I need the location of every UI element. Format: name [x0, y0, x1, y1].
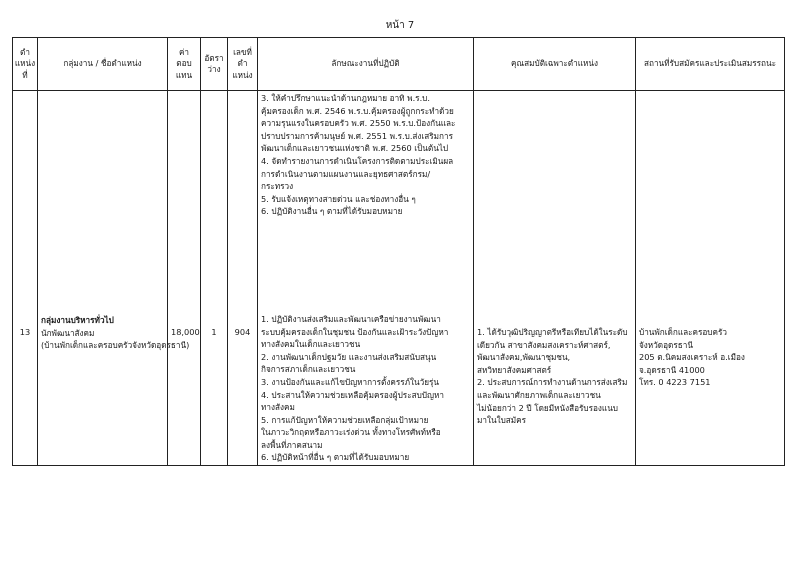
position-unit: (บ้านพักเด็กและครอบครัวจังหวัดอุดรธานี)	[41, 340, 190, 351]
location-line: จ.อุดรธานี 41000	[639, 364, 705, 375]
qualification-line: 2. ประสบการณ์การทำงานด้านการส่งเสริม	[477, 377, 628, 388]
header-application-location: สถานที่รับสมัครและประเมินสมรรถนะ	[636, 38, 785, 91]
header-duties: ลักษณะงานที่ปฏิบัติ	[258, 38, 474, 91]
table-row	[13, 91, 785, 466]
header-qualifications: คุณสมบัติเฉพาะตำแหน่ง	[474, 38, 636, 91]
location-line: โทร. 0 4223 7151	[639, 377, 711, 388]
salary: 18,000	[171, 327, 200, 337]
qualification-line: เดียวกัน สาขาสังคมสงเคราะห์ศาสตร์,	[477, 339, 611, 350]
header-salary: ค่า ตอบ แทน	[168, 38, 201, 91]
location-cell	[636, 91, 785, 466]
header-group-position: กลุ่มงาน / ชื่อตำแหน่ง	[38, 38, 168, 91]
duty-line: 3. ให้คำปรึกษาแนะนำด้านกฎหมาย อาทิ พ.ร.บ.	[261, 93, 430, 103]
header-row	[13, 38, 785, 91]
location-line: บ้านพักเด็กและครอบครัว	[639, 327, 727, 337]
duty-line: 5. รับแจ้งเหตุทางสายด่วน และช่องทางอื่น ๆ	[261, 193, 416, 204]
qualification-line: ไม่น้อยกว่า 2 ปี โดยมีหนังสือรับรองแนบ	[477, 402, 618, 413]
duty-line: คุ้มครองเด็ก พ.ศ. 2546 พ.ร.บ.คุ้มครองผู้ถูกกระทำด้วย	[261, 105, 454, 116]
duty-line: พัฒนาเด็กและเยาวชนแห่งชาติ พ.ศ. 2560 เป็นต้นไป	[261, 143, 449, 154]
duty-line: 6. ปฏิบัติงานอื่น ๆ ตามที่ได้รับมอบหมาย	[261, 206, 403, 217]
duty-line: ทางสังคม	[261, 402, 295, 413]
duty-line: ปราบปรามการค้ามนุษย์ พ.ศ. 2551 พ.ร.บ.ส่งเสริมการ	[261, 130, 453, 141]
positions-table	[12, 37, 785, 466]
header-vacancy-rate: อัตรา ว่าง	[201, 38, 228, 91]
qualification-line: และพัฒนาศักยภาพเด็กและเยาวชน	[477, 389, 601, 400]
duty-line: 1. ปฏิบัติงานส่งเสริมและพัฒนาเครือข่ายงานพัฒนา	[261, 313, 441, 324]
header-position-number: เลขที่ ตำ แหน่ง	[228, 38, 258, 91]
duties-cell	[258, 91, 474, 466]
qualification-line: 1. ได้รับวุฒิปริญญาตรีหรือเทียบได้ในระดับ	[477, 327, 628, 337]
vacancy-rate-cell	[201, 91, 228, 466]
duty-line: 4. ประสานให้ความช่วยเหลือคุ้มครองผู้ประสบปัญหา	[261, 389, 444, 400]
duty-line: ระบบคุ้มครองเด็กในชุมชน ป้องกันและเฝ้าระวังปัญหา	[261, 326, 449, 337]
header-position-order: ตำ แหน่ง ที่	[13, 38, 38, 91]
group-name: กลุ่มงานบริหารทั่วไป	[41, 315, 114, 325]
qualification-line: มาในใบสมัคร	[477, 415, 527, 426]
position-number-cell	[228, 91, 258, 466]
duty-line: กระทรวง	[261, 181, 294, 192]
position-number: 904	[234, 327, 251, 337]
duty-line: 4. จัดทำรายงานการดำเนินโครงการติดตามประเมินผล	[261, 155, 454, 166]
position-title: นักพัฒนาสังคม	[41, 327, 95, 338]
duty-line: 3. งานป้องกันและแก้ไขปัญหาการตั้งครรภ์ในวัยรุ่น	[261, 376, 440, 387]
duty-line: ทางสังคมในเด็กและเยาวชน	[261, 339, 361, 350]
duty-line: ความรุนแรงในครอบครัว พ.ศ. 2550 พ.ร.บ.ป้องกันและ	[261, 118, 456, 129]
vacancy-rate: 1	[211, 327, 217, 337]
duty-line: ลงพื้นที่ภาคสนาม	[261, 439, 323, 450]
qualification-line: พัฒนาสังคม,พัฒนาชุมชน,	[477, 352, 571, 363]
duty-line: 5. การแก้ปัญหาให้ความช่วยเหลือกลุ่มเป้าหมาย	[261, 414, 429, 425]
position-order: 13	[19, 327, 31, 337]
location-line: จังหวัดอุดรธานี	[639, 339, 693, 350]
page-number: หน้า 7	[385, 20, 415, 31]
duty-line: 6. ปฏิบัติหน้าที่อื่น ๆ ตามที่ได้รับมอบหมาย	[261, 452, 410, 463]
qualification-line: สหวิทยาสังคมศาสตร์	[477, 364, 552, 375]
duty-line: ในภาวะวิกฤตหรือภาวะเร่งด่วน ทั้งทางโทรศัพท์หรือ	[261, 427, 441, 438]
qualifications-cell	[474, 91, 636, 466]
duty-line: 2. งานพัฒนาเด็กปฐมวัย และงานส่งเสริมสนับสนุน	[261, 351, 437, 362]
duty-line: การดำเนินงานตามแผนงานและยุทธศาสตร์กรม/	[261, 168, 431, 179]
salary-cell	[168, 91, 201, 466]
location-line: 205 ต.นิคมสงเคราะห์ อ.เมือง	[639, 352, 745, 363]
position-order-cell	[13, 91, 38, 466]
duty-line: กิจการสภาเด็กและเยาวชน	[261, 364, 356, 375]
